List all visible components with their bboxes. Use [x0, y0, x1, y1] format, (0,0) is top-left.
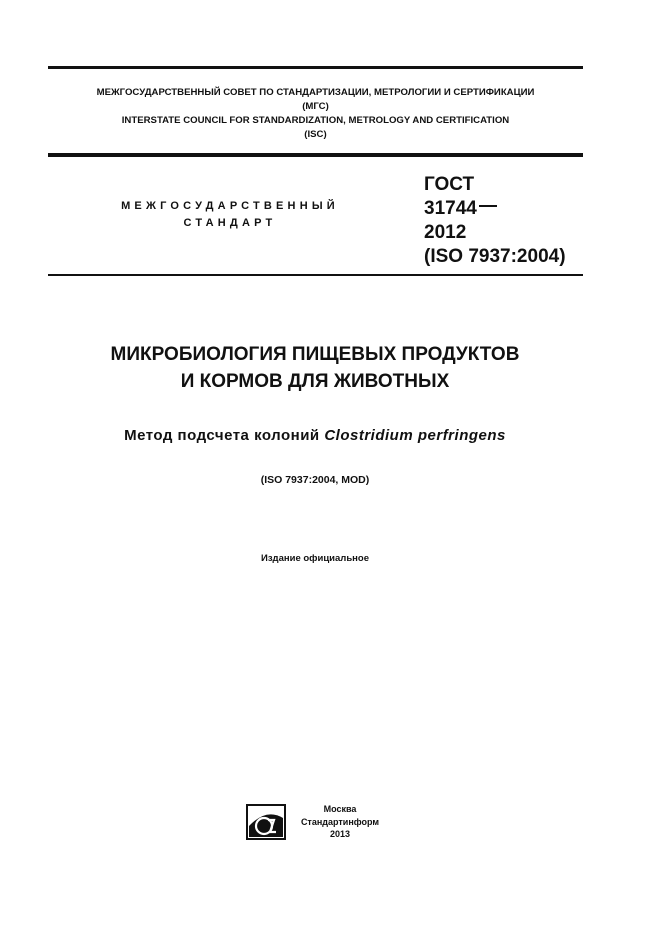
- designation-number: 31744: [424, 198, 477, 219]
- edition-note: Издание официальное: [261, 553, 369, 564]
- designation-iso: (ISO 7937:2004): [424, 246, 566, 267]
- designation-dash: [479, 205, 497, 207]
- council-abbr-en: (ISC): [304, 129, 327, 140]
- middle-rule: [48, 153, 583, 157]
- subtitle-text: Метод подсчета колоний: [124, 427, 320, 444]
- bottom-rule: [48, 274, 583, 276]
- standartinform-logo-icon: [246, 804, 286, 840]
- publisher-info: [290, 803, 390, 841]
- title-line1: МИКРОБИОЛОГИЯ ПИЩЕВЫХ ПРОДУКТОВ: [110, 344, 520, 365]
- document-title: [40, 341, 590, 395]
- council-abbr-ru: (МГС): [302, 101, 329, 112]
- standard-type-line2: СТАНДАРТ: [183, 217, 277, 229]
- standard-type: [95, 198, 365, 232]
- top-rule: [48, 66, 583, 69]
- standard-designation: [424, 173, 566, 269]
- publisher-name: Стандартинформ: [300, 816, 380, 827]
- designation-year: 2012: [424, 222, 467, 243]
- council-name-ru: МЕЖГОСУДАРСТВЕННЫЙ СОВЕТ ПО СТАНДАРТИЗАЦИИ, МЕТРОЛОГИИ И СЕРТИФИКАЦИИ: [96, 87, 535, 98]
- designation-prefix: ГОСТ: [424, 174, 475, 195]
- title-line2: И КОРМОВ ДЛЯ ЖИВОТНЫХ: [180, 371, 450, 392]
- publisher-city: Москва: [323, 804, 357, 814]
- council-header: [48, 86, 583, 142]
- publisher-year: 2013: [329, 829, 351, 839]
- standard-type-line1: МЕЖГОСУДАРСТВЕННЫЙ: [121, 200, 339, 212]
- subtitle-organism: Clostridium perfringens: [324, 427, 506, 444]
- council-name-en: INTERSTATE COUNCIL FOR STANDARDIZATION, METROLOGY AND CERTIFICATION: [121, 115, 510, 126]
- document-subtitle: [40, 427, 590, 444]
- iso-reference: (ISO 7937:2004, MOD): [260, 474, 370, 486]
